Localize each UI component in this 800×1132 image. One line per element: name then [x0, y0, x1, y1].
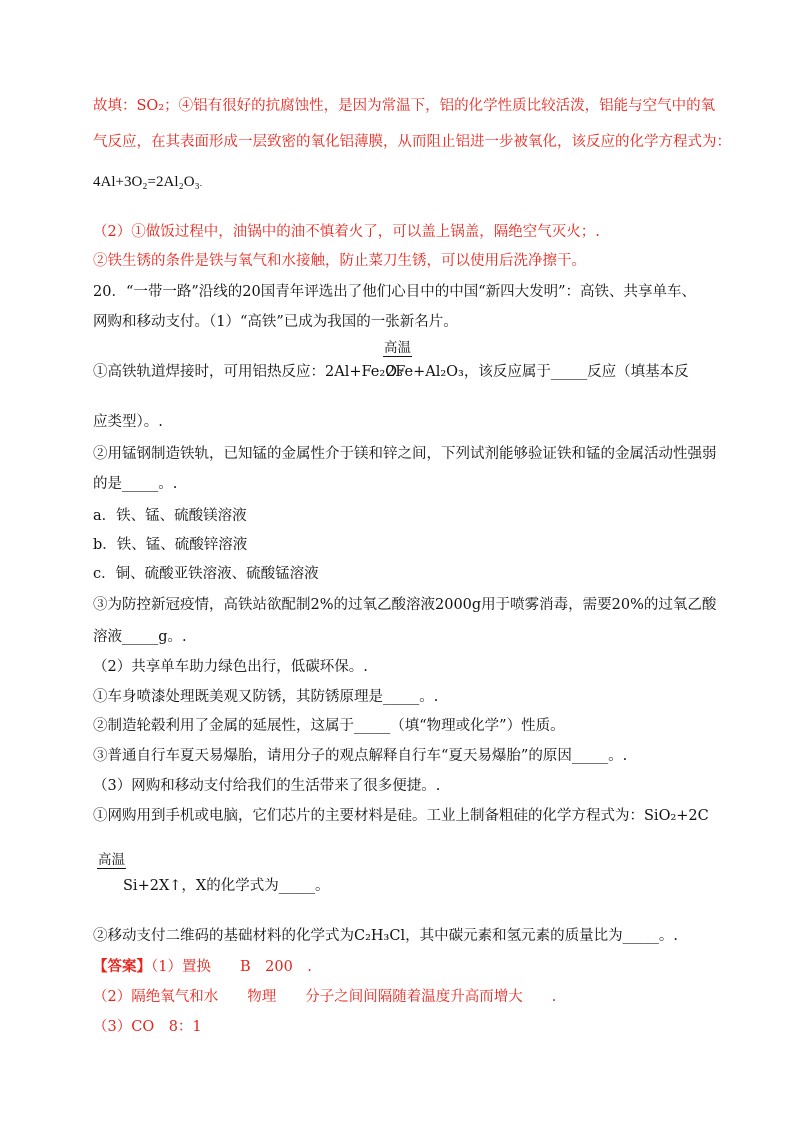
subquestion-line: 应类型）。.: [93, 414, 163, 430]
subquestion-line-continued: 2Fe+Al₂O₃，该反应属于_____反应（填基本反: [386, 364, 689, 380]
subquestion-line: ②移动支付二维码的基础材料的化学式为C₂H₃Cl，其中碳元素和氢元素的质量比为_____。.: [93, 928, 678, 944]
answer-line: [93, 957, 312, 977]
solution-text-line: ②铁生锈的条件是铁与氧气和水接触，防止菜刀生锈，可以使用后洗净擦干。: [93, 253, 586, 269]
equation-text: 4Al+3O₂=2Al₂O₃: [93, 174, 200, 190]
option-a: a．铁、锰、硫酸镁溶液: [93, 508, 247, 524]
subquestion-line: ③为防控新冠疫情，高铁站欲配制2%的过氧乙酸溶液2000g用于喷雾消毒，需要20%的过氧乙酸: [93, 597, 717, 613]
subquestion-line: ①高铁轨道焊接时，可用铝热反应：2Al+Fe₂O₃: [93, 364, 403, 380]
condition-text: 高温: [98, 852, 125, 868]
equation-tail: .: [199, 178, 203, 188]
part-heading: （2）共享单车助力绿色出行，低碳环保。.: [93, 659, 368, 675]
answer-line: （3）CO 8：1: [93, 1019, 202, 1035]
answer-tag: 【答案】: [93, 958, 151, 975]
subquestion-line: ②制造轮毂利用了金属的延展性，这属于_____（填“物理或化学”）性质。: [93, 718, 565, 734]
option-b: b．铁、锰、硫酸锌溶液: [93, 537, 248, 553]
subquestion-line: ①网购用到手机或电脑，它们芯片的主要材料是硅。工业上制备粗硅的化学方程式为：SiO₂+2C: [93, 808, 709, 824]
solution-text-line: （2）①做饭过程中，油锅中的油不慎着火了，可以盖上锅盖，隔绝空气灭火；.: [93, 224, 600, 240]
part-heading: （3）网购和移动支付给我们的生活带来了很多便捷。.: [93, 778, 441, 794]
subquestion-line: 的是_____。.: [93, 476, 178, 492]
solution-text-line: 气反应，在其表面形成一层致密的氧化铝薄膜，从而阻止铝进一步被氧化，该反应的化学方程式为：: [93, 134, 731, 150]
subquestion-line: ③普通自行车夏天易爆胎，请用分子的观点解释自行车“夏天易爆胎”的原因_____。.: [93, 748, 628, 764]
answer-text: （1）置换 B 200 .: [151, 959, 312, 975]
answer-line: （2）隔绝氧气和水 物理 分子之间间隔随着温度升高而增大 .: [93, 989, 557, 1005]
solution-text-line: 故填：SO₂；④铝有很好的抗腐蚀性，是因为常温下，铝的化学性质比较活泼，铝能与空气中的氧: [93, 98, 716, 114]
reaction-condition-label: [383, 340, 412, 356]
subquestion-line: 溶液_____g。.: [93, 629, 187, 645]
condition-text: 高温: [384, 340, 411, 356]
chemical-equation: [93, 172, 202, 193]
option-c: c．铜、硫酸亚铁溶液、硫酸锰溶液: [93, 566, 319, 582]
subquestion-line-continued: Si+2X↑，X的化学式为_____。: [123, 878, 330, 894]
subquestion-line: ②用锰钢制造铁轨，已知锰的金属性介于镁和锌之间，下列试剂能够验证铁和锰的金属活动性强弱: [93, 446, 717, 462]
question-stem-line: 20．“一带一路”沿线的20国青年评选出了他们心目中的中国“新四大发明”：高铁、共享单车、: [93, 284, 697, 300]
subquestion-line: ①车身喷漆处理既美观又防锈，其防锈原理是_____。.: [93, 689, 439, 705]
question-stem-line: 网购和移动支付。（1）“高铁”已成为我国的一张新名片。: [93, 314, 458, 330]
reaction-condition-label: [97, 852, 126, 868]
